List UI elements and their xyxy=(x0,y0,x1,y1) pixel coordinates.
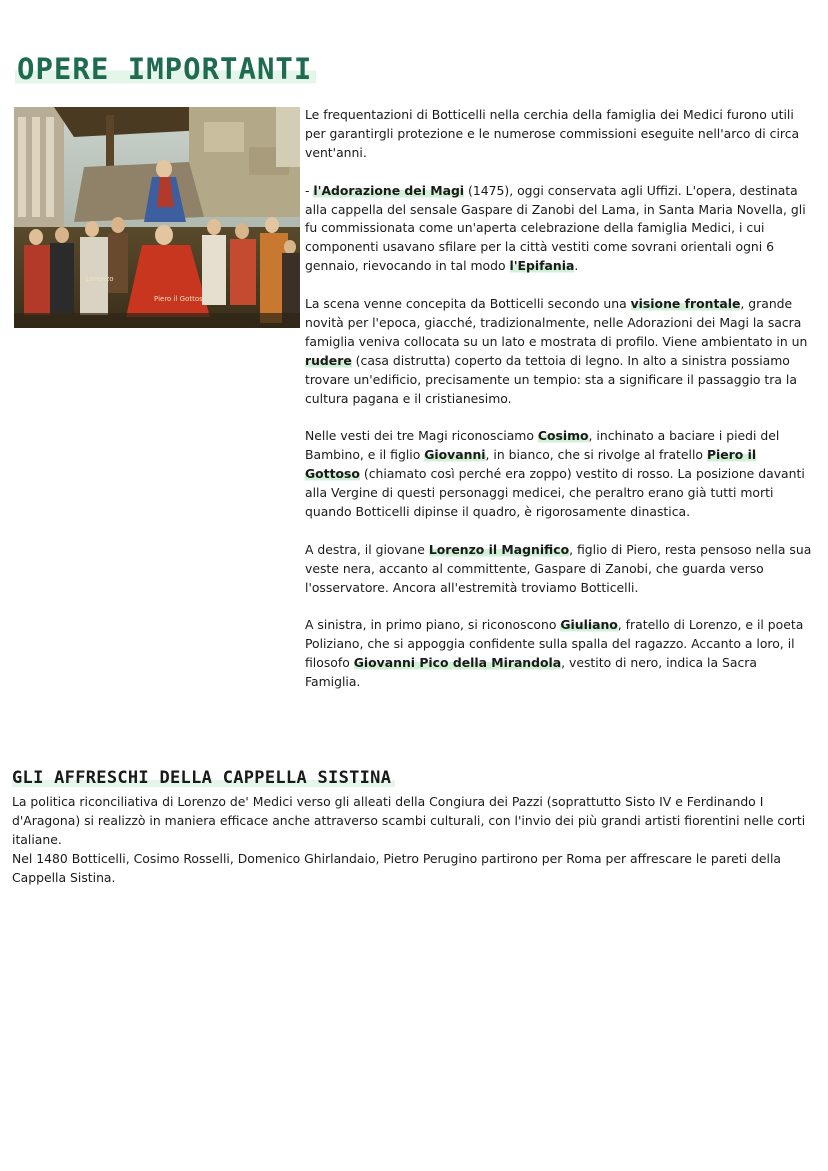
text: (casa distrutta) coperto da tettoia di legno. In alto a sinistra possiamo trovare un'edificio, precisamente un tempio: sta a significare il passaggio tra la cultura pagana e il cristianesimo. xyxy=(305,352,797,406)
text: A sinistra, in primo piano, si riconoscono xyxy=(305,617,561,633)
section-title-affreschi-cappella-sistina: GLI AFFRESCHI DELLA CAPPELLA SISTINA xyxy=(12,768,395,788)
opere-text-column xyxy=(305,106,813,711)
highlight-rudere: rudere xyxy=(305,352,352,368)
highlight-adorazione-dei-magi: l'Adorazione dei Magi xyxy=(313,182,465,198)
text: , fratello di Lorenzo, e il poeta Poliziano, che si appoggia confidente sulla spalla del ragazzo. Accanto a loro, il filosofo xyxy=(305,617,804,671)
text: (1475), oggi conservata agli Uffizi. L'opera, destinata alla cappella del sensale Gaspare di Zanobi del Lama, in Santa Maria Novella, gli fu commissionata come un'aperta celebrazione della famiglia Medici, i cui componenti usavano sfilare per la città vestiti come sovrani orientali ogni 6 gennaio, rievocando in tal modo xyxy=(305,182,806,274)
text: (chiamato così perché era zoppo) vestito di rosso. La posizione davanti alla Vergine di questi personaggi medicei, che peraltro erano già tutti morti quando Botticelli dipinse il quadro, è rigorosamente dinastica. xyxy=(305,466,805,519)
paragraph xyxy=(305,295,813,408)
text: , grande novità per l'epoca, giacché, tradizionalmente, nelle Adorazioni dei Magi la sacra famiglia veniva collocata su un lato e mostrata di profilo. Viene ambientato in un xyxy=(305,296,808,349)
highlight-epifania: l'Epifania xyxy=(509,258,575,274)
text: , figlio di Piero, resta pensoso nella sua veste nera, accanto al committente, Gaspare di Zanobi, che guarda verso l'osservatore. Ancora all'estremità troviamo Botticelli. xyxy=(305,541,812,595)
text: , inchinato a baciare i piedi del Bambino, e il figlio xyxy=(305,428,780,463)
highlight-cosimo: Cosimo xyxy=(537,428,589,444)
paragraph: La politica riconciliativa di Lorenzo de' Medici verso gli alleati della Congiura dei Pazzi (soprattutto Sisto IV e Ferdinando I d'Aragona) si realizzò in maniera efficace anche attraverso scambi culturali, con l'invio dei più grandi artisti fiorentini nelle corti italiane. xyxy=(12,794,806,847)
adoration-of-magi-painting xyxy=(14,107,300,328)
highlight-giuliano: Giuliano xyxy=(560,617,618,633)
text: La scena venne concepita da Botticelli secondo una xyxy=(305,296,631,312)
highlight-lorenzo-il-magnifico: Lorenzo il Magnifico xyxy=(428,541,570,557)
paragraph xyxy=(305,616,813,692)
section-title-opere-importanti: OPERE IMPORTANTI xyxy=(15,52,316,86)
paragraph xyxy=(305,541,813,598)
text: , in bianco, che si rivolge al fratello xyxy=(485,447,707,463)
text: A destra, il giovane xyxy=(305,541,429,557)
paragraph xyxy=(305,182,813,277)
highlight-piero-il-gottoso: Piero il Gottoso xyxy=(305,447,757,482)
text: , vestito di nero, indica la Sacra Famiglia. xyxy=(305,655,757,690)
paragraph xyxy=(305,427,813,522)
painting-label-piero: Piero il Gottoso xyxy=(154,295,208,303)
paragraph: Le frequentazioni di Botticelli nella cerchia della famiglia dei Medici furono utili per garantirgli protezione e le numerose commissioni eseguite nell'arco di circa vent'anni. xyxy=(305,107,800,160)
painting-label-lorenzo: Lorenzo xyxy=(86,275,114,283)
text: Nelle vesti dei tre Magi riconosciamo xyxy=(305,428,538,444)
text: - xyxy=(305,182,314,198)
highlight-giovanni-pico: Giovanni Pico della Mirandola xyxy=(353,655,562,671)
text: . xyxy=(574,258,579,274)
highlight-giovanni: Giovanni xyxy=(424,447,486,463)
paragraph: Nel 1480 Botticelli, Cosimo Rosselli, Domenico Ghirlandaio, Pietro Perugino partirono per Roma per affrescare le pareti della Cappella Sistina. xyxy=(12,850,781,885)
affreschi-text xyxy=(12,793,812,888)
highlight-visione-frontale: visione frontale xyxy=(630,296,741,312)
